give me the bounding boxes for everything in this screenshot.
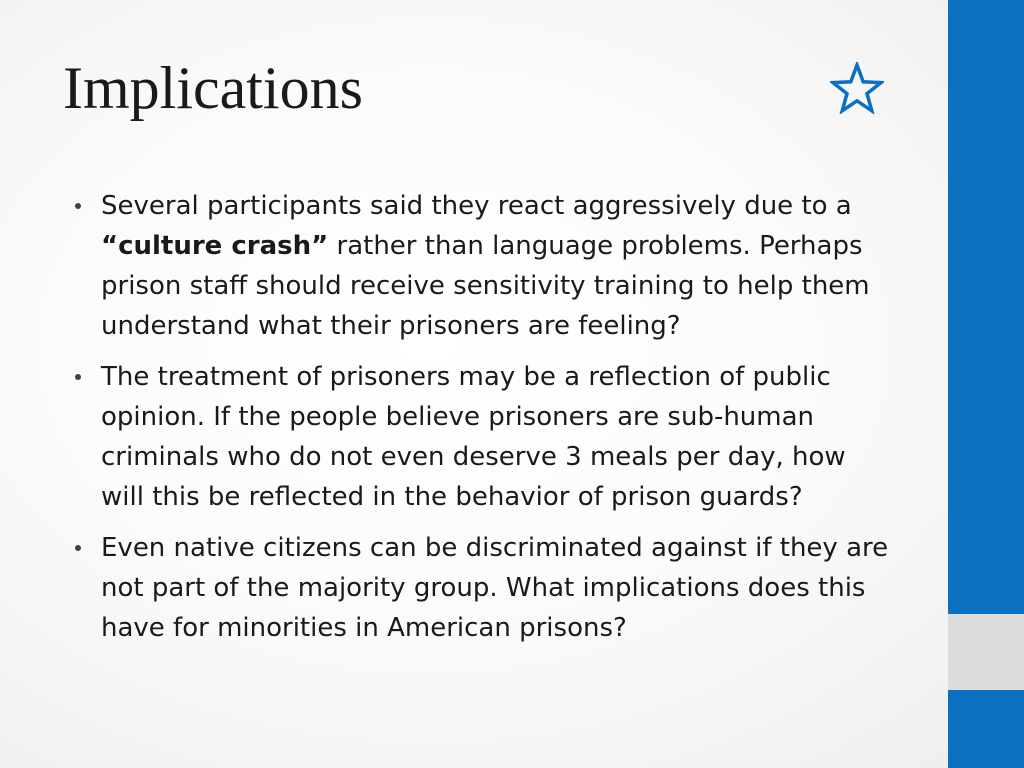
bullet-text: Even native citizens can be discriminated against if they are not part of the majority group. What implications does this have for minorities in American prisons? bbox=[101, 533, 889, 643]
bullet-text: rather than language problems. Perhaps prison staff should receive sensitivity training to help them understand what their prisoners are feeling? bbox=[101, 231, 870, 341]
bullet-emphasis: “culture crash” bbox=[101, 231, 329, 261]
bullet-list bbox=[74, 186, 889, 659]
bullet-text: Several participants said they react aggressively due to a bbox=[101, 191, 852, 221]
bullet-text: The treatment of prisoners may be a reflection of public opinion. If the people believe prisoners are sub-human criminals who do not even deserve 3 meals per day, how will this be reflected in the behavior of prison guards? bbox=[101, 362, 846, 512]
slide-title: Implications bbox=[63, 55, 363, 121]
bullet-item bbox=[74, 357, 889, 517]
star-outline-icon bbox=[830, 62, 884, 114]
accent-sidebar-gap bbox=[948, 614, 1024, 690]
bullet-item bbox=[74, 186, 889, 346]
bullet-item bbox=[74, 528, 889, 648]
